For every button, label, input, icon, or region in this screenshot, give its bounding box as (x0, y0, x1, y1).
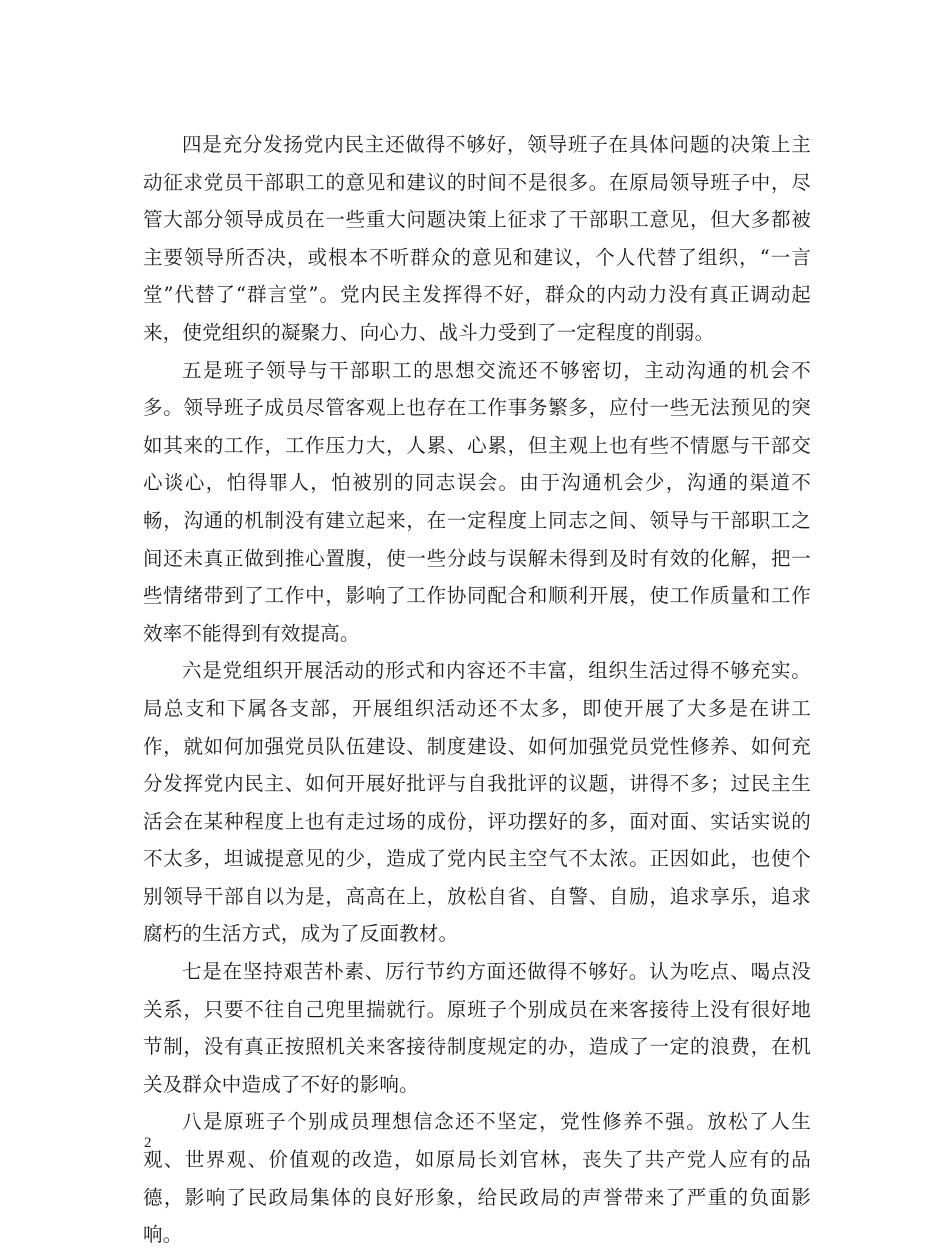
paragraph-7: 七是在坚持艰苦朴素、厉行节约方面还做得不够好。认为吃点、喝点没关系，只要不往自己兜里揣就行。原班子个别成员在来客接待上没有很好地节制，没有真正按照机关来客接待制度规定的办，造成了一定的浪费，在机关及群众中造成了不好的影响。 (143, 960, 811, 1096)
paragraph-6: 六是党组织开展活动的形式和内容还不丰富，组织生活过得不够充实。局总支和下属各支部，开展组织活动还不太多，即使开展了大多是在讲工作，就如何加强党员队伍建设、制度建设、如何加强党员党性修养、如何充分发挥党内民主、如何开展好批评与自我批评的议题，讲得不多；过民主生活会在某种程度上也有走过场的成份，评功摆好的多，面对面、实话实说的不太多，坦诚提意见的少，造成了党内民主空气不太浓。正因如此，也使个别领导干部自以为是，高高在上，放松自省、自警、自励，追求享乐，追求腐朽的生活方式，成为了反面教材。 (143, 659, 811, 946)
paragraph-5: 五是班子领导与干部职工的思想交流还不够密切，主动沟通的机会不多。领导班子成员尽管客观上也存在工作事务繁多，应付一些无法预见的突如其来的工作，工作压力大，人累、心累，但主观上也有些不情愿与干部交心谈心，怕得罪人，怕被别的同志误会。由于沟通机会少，沟通的渠道不畅，沟通的机制没有建立起来，在一定程度上同志之间、领导与干部职工之间还未真正做到推心置腹，使一些分歧与误解未得到及时有效的化解，把一些情绪带到了工作中，影响了工作协同配合和顺利开展，使工作质量和工作效率不能得到有效提高。 (143, 358, 811, 645)
page-number: 2 (144, 1135, 152, 1151)
document-body (143, 126, 811, 1254)
paragraph-8: 八是原班子个别成员理想信念还不坚定，党性修养不强。放松了人生观、世界观、价值观的改造，如原局长刘官林，丧失了共产党人应有的品德，影响了民政局集体的良好形象，给民政局的声誉带来了严重的负面影响。 (143, 1110, 811, 1247)
paragraph-4: 四是充分发扬党内民主还做得不够好，领导班子在具体问题的决策上主动征求党员干部职工的意见和建议的时间不是很多。在原局领导班子中，尽管大部分领导成员在一些重大问题决策上征求了干部职工意见，但大多都被主要领导所否决，或根本不听群众的意见和建议，个人代替了组织，“一言堂”代替了“群言堂”。党内民主发挥得不好，群众的内动力没有真正调动起来，使党组织的凝聚力、向心力、战斗力受到了一定程度的削弱。 (143, 133, 811, 344)
